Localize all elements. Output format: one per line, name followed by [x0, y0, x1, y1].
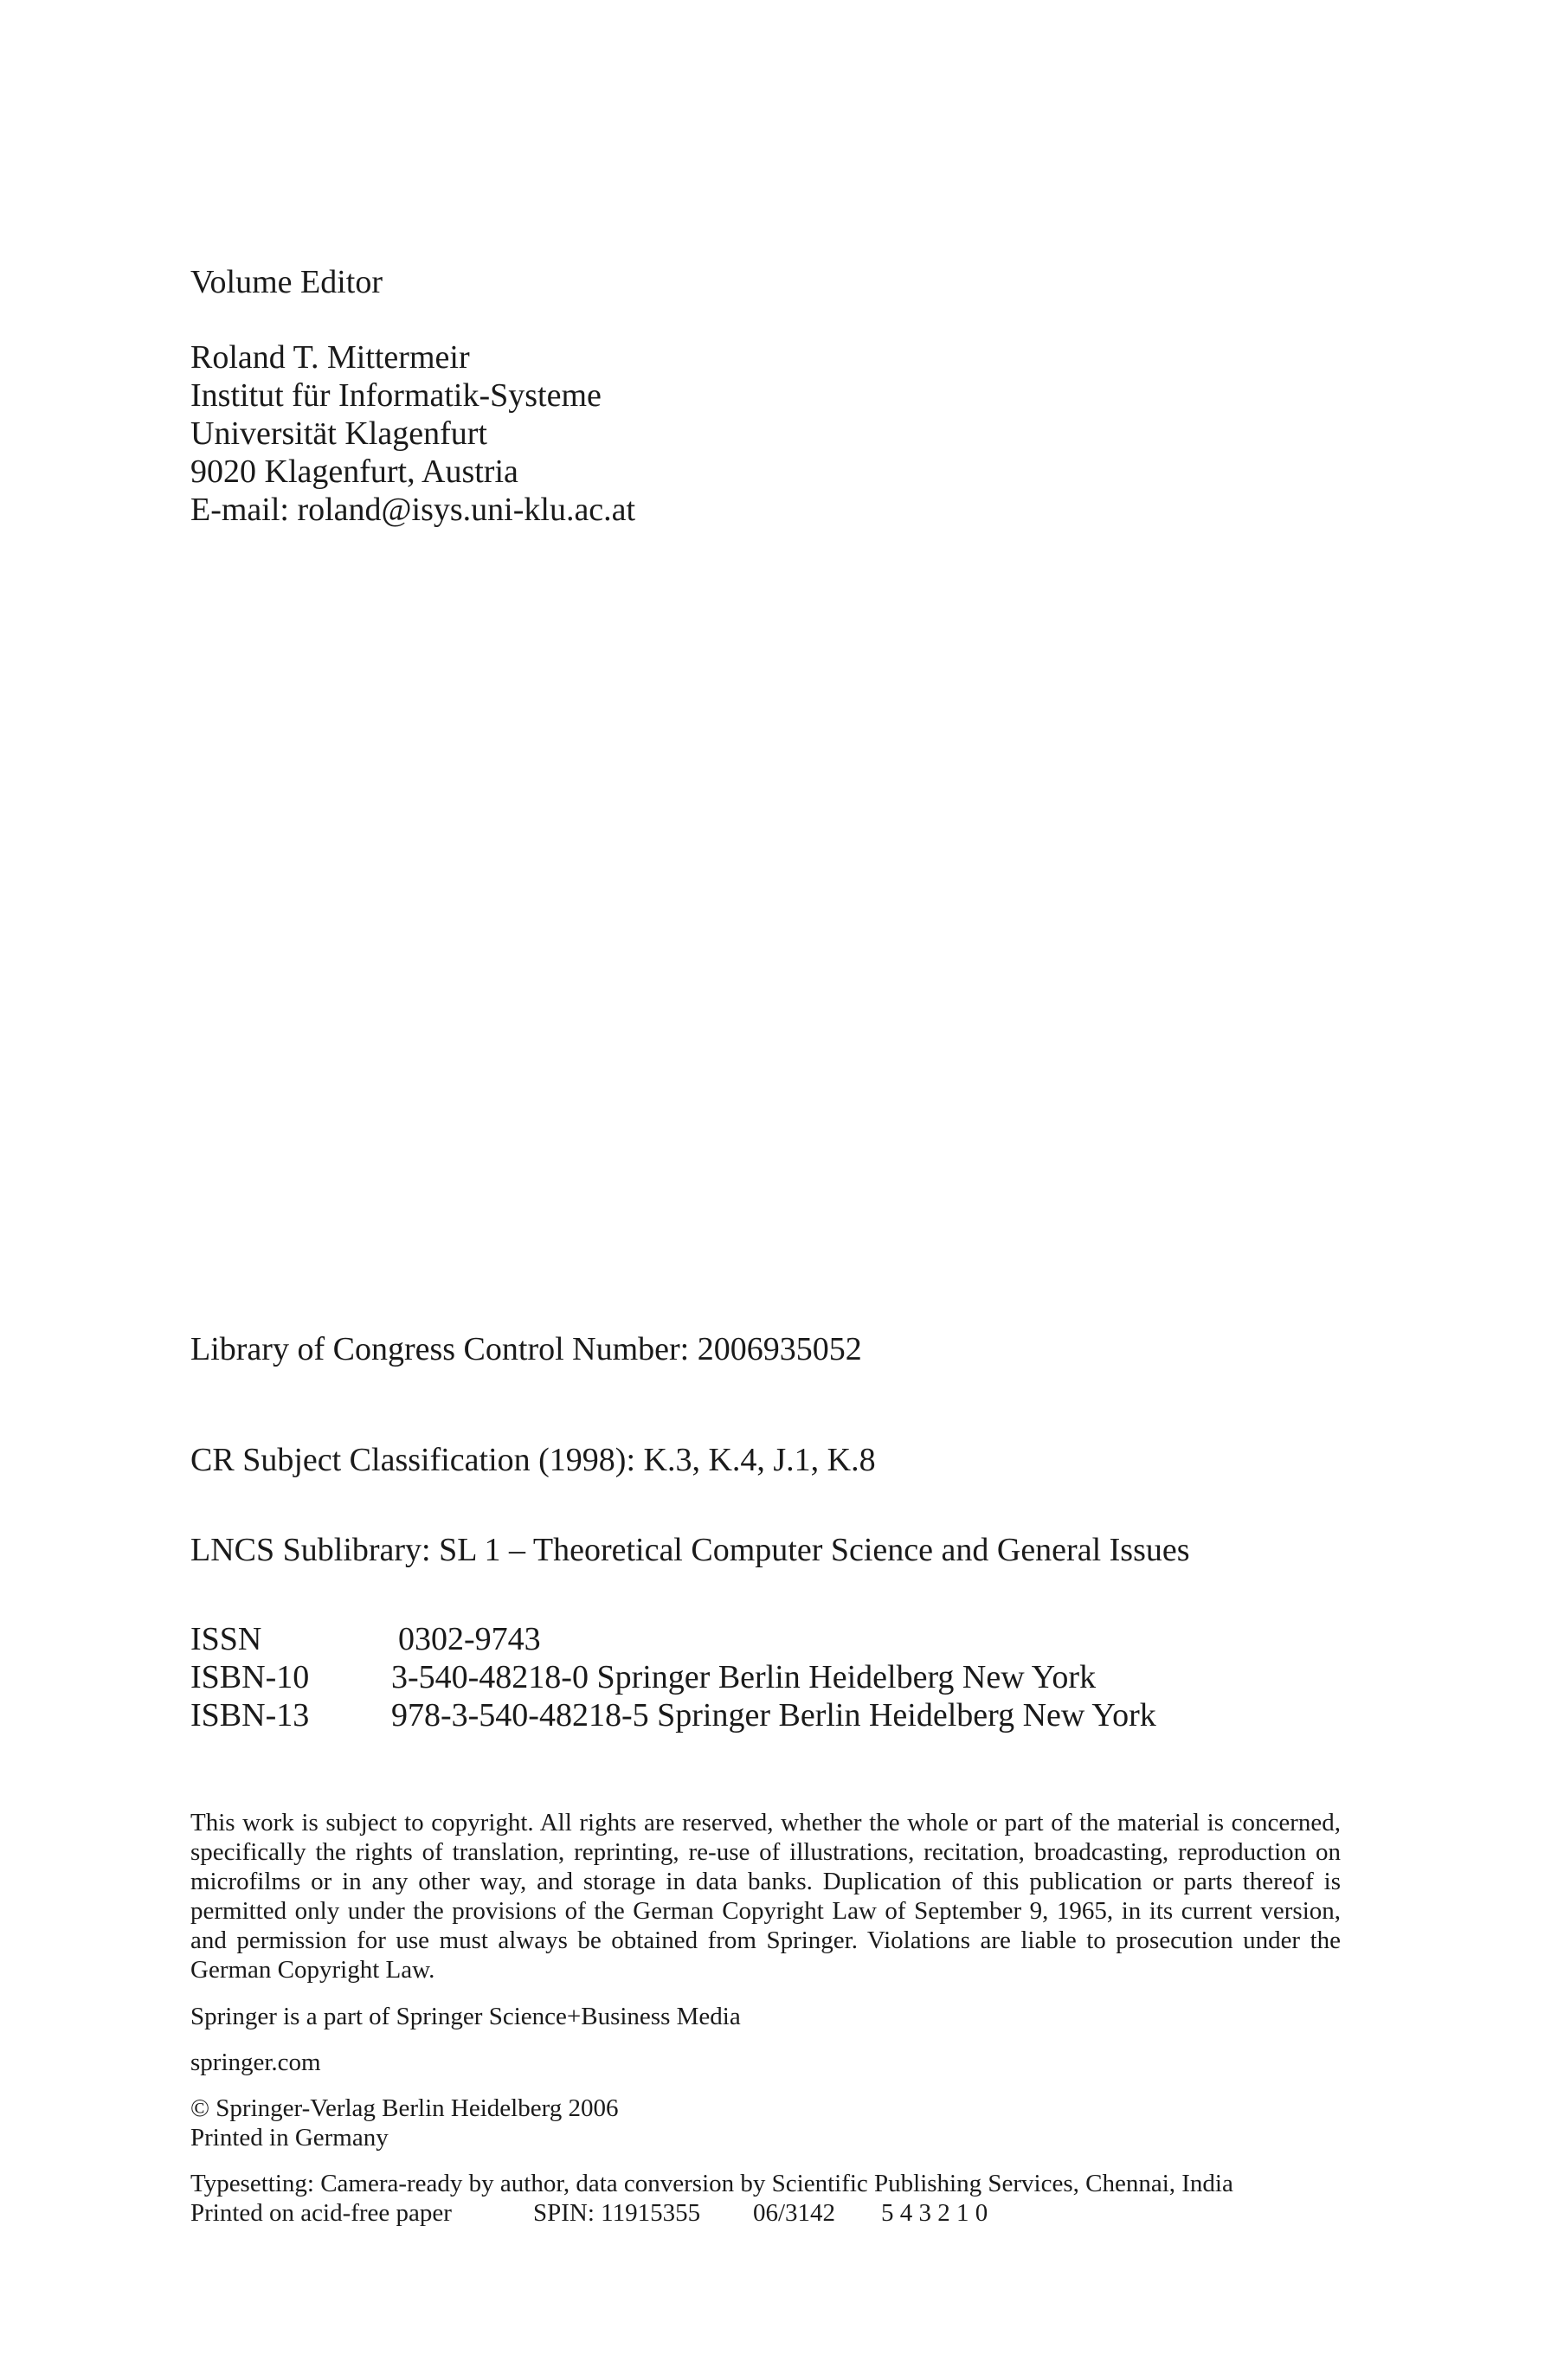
- copyright-notice: This work is subject to copyright. All rights are reserved, whether the whole or part of the material is concerned, specifically the rights of translation, reprinting, re-use of illustrations, recitation, broadcasting, reproduction on microfilms or in any other way, and storage in data banks. Duplication of this publication or parts thereof is permitted only under the provisions of the German Copyright Law of September 9, 1965, in its current version, and permission for use must always be obtained from Springer. Violations are liable to prosecution under the German Copyright Law.: [190, 1809, 1341, 1984]
- editor-city: 9020 Klagenfurt, Austria: [190, 453, 518, 490]
- cr-classification-line: CR Subject Classification (1998): K.3, K.4, J.1, K.8: [190, 1442, 876, 1478]
- isbn10-row: [190, 1658, 1156, 1696]
- print-code: 06/3142: [753, 2199, 836, 2227]
- print-info-row: [190, 2198, 1233, 2228]
- printing-sequence: 5 4 3 2 1 0: [881, 2199, 988, 2227]
- springer-url: springer.com: [190, 2049, 321, 2076]
- volume-editor-heading: Volume Editor: [190, 264, 383, 300]
- copyright-holder-block: [190, 2094, 618, 2152]
- springer-part-line: Springer is a part of Springer Science+Business Media: [190, 2003, 741, 2030]
- spin-number: SPIN: 11915355: [533, 2199, 701, 2227]
- editor-university: Universität Klagenfurt: [190, 415, 487, 452]
- printed-in: Printed in Germany: [190, 2124, 389, 2152]
- isbn10-label: ISBN-10: [190, 1659, 310, 1695]
- identifier-table: [190, 1620, 1156, 1734]
- isbn13-value: 978-3-540-48218-5 Springer Berlin Heidelberg New York: [391, 1697, 1156, 1734]
- issn-value: 0302-9743: [398, 1621, 541, 1657]
- lncs-sublibrary-line: LNCS Sublibrary: SL 1 – Theoretical Computer Science and General Issues: [190, 1532, 1190, 1568]
- editor-institute: Institut für Informatik-Systeme: [190, 377, 602, 414]
- paper-info: Printed on acid-free paper: [190, 2199, 452, 2227]
- isbn10-value: 3-540-48218-0 Springer Berlin Heidelberg New York: [391, 1659, 1097, 1695]
- editor-name: Roland T. Mittermeir: [190, 339, 470, 376]
- editor-email: E-mail: roland@isys.uni-klu.ac.at: [190, 492, 636, 528]
- lccn-line: Library of Congress Control Number: 2006935052: [190, 1331, 862, 1367]
- typesetting-block: [190, 2169, 1233, 2228]
- issn-row: [190, 1620, 1156, 1658]
- typesetting-line: Typesetting: Camera-ready by author, data conversion by Scientific Publishing Services, Chennai, India: [190, 2170, 1233, 2197]
- isbn13-row: [190, 1696, 1156, 1734]
- isbn13-label: ISBN-13: [190, 1697, 310, 1734]
- issn-label: ISSN: [190, 1621, 262, 1657]
- editor-address-block: [190, 338, 635, 529]
- copyright-holder: © Springer-Verlag Berlin Heidelberg 2006: [190, 2094, 619, 2122]
